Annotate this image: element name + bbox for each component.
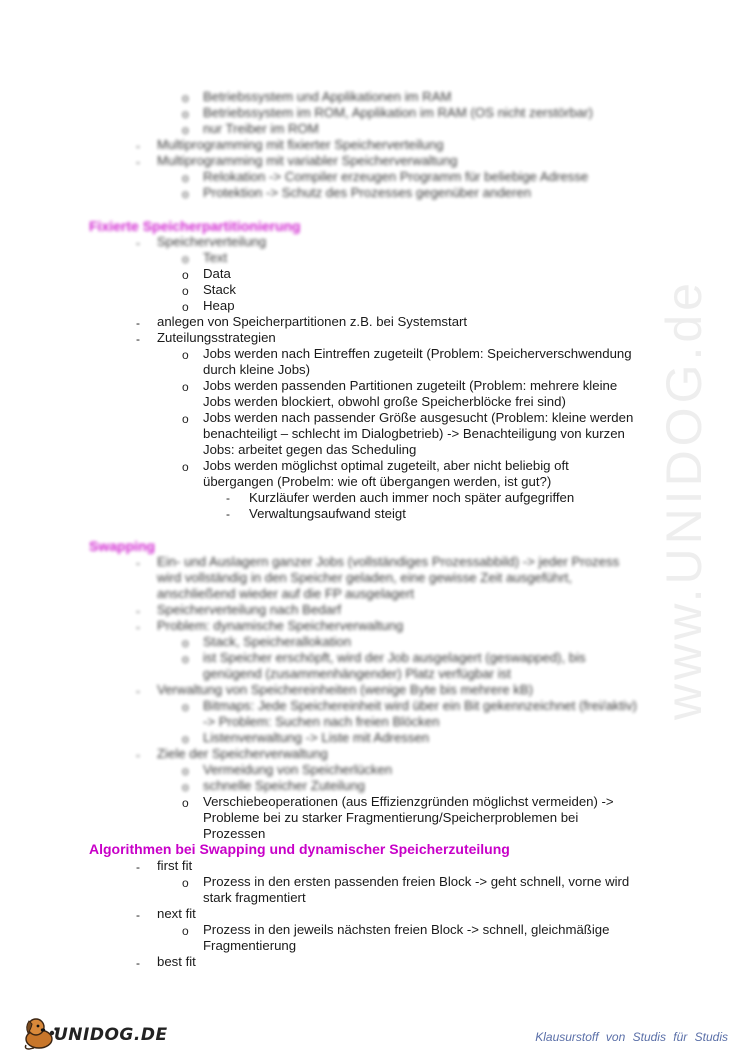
text-line: Betriebssystem im ROM, Applikation im RAM (OS nicht zerstörbar) bbox=[203, 105, 593, 120]
text-line: Betriebssystem und Applikationen im RAM bbox=[203, 89, 452, 104]
text-line: anschließend wieder auf die FP ausgelagert bbox=[157, 586, 415, 601]
text-line: Fragmentierung bbox=[203, 938, 297, 953]
circle-bullet: o bbox=[182, 652, 189, 666]
text-line: Vermeidung von Speicherlücken bbox=[203, 762, 393, 777]
text-line: Verwaltungsaufwand steigt bbox=[249, 506, 406, 521]
text-line: Relokation -> Compiler erzeugen Programm für beliebige Adresse bbox=[203, 169, 589, 184]
text-line: Bitmaps: Jede Speichereinheit wird über ein Bit gekennzeichnet (frei/aktiv) bbox=[203, 698, 637, 713]
text-line: Prozess in den jeweils nächsten freien Block -> schnell, gleichmäßige bbox=[203, 922, 610, 937]
text-line: Speicherverteilung nach Bedarf bbox=[157, 602, 342, 617]
dash-bullet: - bbox=[136, 860, 140, 874]
dash-bullet: - bbox=[136, 908, 140, 922]
text-line: first fit bbox=[157, 858, 193, 873]
text-line: -> Problem: Suchen nach freien Blöcken bbox=[203, 714, 440, 729]
dash-bullet: - bbox=[226, 507, 230, 521]
text-line: wird vollständig in den Speicher geladen, eine gewisse Zeit ausgeführt, bbox=[157, 570, 572, 585]
dash-bullet: - bbox=[136, 556, 140, 570]
circle-bullet: o bbox=[182, 700, 189, 714]
text-line: Ein- und Auslagern ganzer Jobs (vollständiges Prozessabbild) -> jeder Prozess bbox=[157, 554, 620, 569]
text-line: Jobs werden blockiert, obwohl große Speicherblöcke frei sind) bbox=[203, 394, 566, 409]
text-line: next fit bbox=[157, 906, 196, 921]
text-line: best fit bbox=[157, 954, 196, 969]
dash-bullet: - bbox=[136, 316, 140, 330]
text-line: Jobs werden nach Eintreffen zugeteilt (Problem: Speicherverschwendung bbox=[203, 346, 632, 361]
text-line: durch kleine Jobs) bbox=[203, 362, 311, 377]
text-line: Multiprogramming mit variabler Speicherverwaltung bbox=[157, 153, 458, 168]
text-line: nur Treiber im ROM bbox=[203, 121, 319, 136]
text-line: Ziele der Speicherverwaltung bbox=[157, 746, 328, 761]
circle-bullet: o bbox=[182, 123, 189, 137]
text-line: Heap bbox=[203, 298, 235, 313]
section-heading-algorithms: Algorithmen bei Swapping und dynamischer Speicherzuteilung bbox=[89, 841, 510, 857]
text-line: Protektion -> Schutz des Prozesses gegenüber anderen bbox=[203, 185, 532, 200]
circle-bullet: o bbox=[182, 187, 189, 201]
circle-bullet: o bbox=[182, 380, 189, 394]
text-line: Zuteilungsstrategien bbox=[157, 330, 276, 345]
watermark: www.UNIDOG.de bbox=[656, 279, 712, 720]
text-line: stark fragmentiert bbox=[203, 890, 306, 905]
text-line: Jobs werden nach passender Größe ausgesucht (Problem: kleine werden bbox=[203, 410, 634, 425]
dash-bullet: - bbox=[136, 139, 140, 153]
text-line: Listenverwaltung -> Liste mit Adressen bbox=[203, 730, 430, 745]
text-line: Kurzläufer werden auch immer noch später aufgegriffen bbox=[249, 490, 575, 505]
section-heading-swapping: Swapping bbox=[89, 538, 156, 554]
circle-bullet: o bbox=[182, 636, 189, 650]
text-line: Multiprogramming mit fixierter Speicherverteilung bbox=[157, 137, 444, 152]
dash-bullet: - bbox=[226, 491, 230, 505]
circle-bullet: o bbox=[182, 348, 189, 362]
text-line: anlegen von Speicherpartitionen z.B. bei Systemstart bbox=[157, 314, 468, 329]
text-line: genügend (zusammenhängender) Platz verfügbar ist bbox=[203, 666, 511, 681]
unidog-logo[interactable] bbox=[22, 1015, 168, 1051]
dash-bullet: - bbox=[136, 748, 140, 762]
text-line: benachteiligt – schlecht im Dialogbetrieb) -> Benachteiligung von kurzen bbox=[203, 426, 625, 441]
text-line: Probleme bei zu starker Fragmentierung/Speicherproblemen bei bbox=[203, 810, 579, 825]
text-line: Verschiebeoperationen (aus Effizienzgründen möglichst vermeiden) -> bbox=[203, 794, 614, 809]
circle-bullet: o bbox=[182, 91, 189, 105]
section-heading-fixed: Fixierte Speicherpartitionierung bbox=[89, 218, 301, 234]
footer-tagline: Klausurstoff von Studis für Studis bbox=[535, 1030, 728, 1044]
dash-bullet: - bbox=[136, 684, 140, 698]
text-line: ist Speicher erschöpft, wird der Job ausgelagert (geswapped), bis bbox=[203, 650, 586, 665]
text-line: schnelle Speicher Zuteilung bbox=[203, 778, 366, 793]
text-line: Prozessen bbox=[203, 826, 266, 841]
circle-bullet: o bbox=[182, 300, 189, 314]
circle-bullet: o bbox=[182, 252, 189, 266]
text-line: Jobs: arbeitet gegen das Scheduling bbox=[203, 442, 417, 457]
circle-bullet: o bbox=[182, 284, 189, 298]
circle-bullet: o bbox=[182, 171, 189, 185]
text-line: Stack bbox=[203, 282, 236, 297]
circle-bullet: o bbox=[182, 796, 189, 810]
text-line: Data bbox=[203, 266, 231, 281]
text-line: Prozess in den ersten passenden freien Block -> geht schnell, vorne wird bbox=[203, 874, 630, 889]
text-line: Problem: dynamische Speicherverwaltung bbox=[157, 618, 404, 633]
dash-bullet: - bbox=[136, 604, 140, 618]
text-line: Stack, Speicherallokation bbox=[203, 634, 352, 649]
circle-bullet: o bbox=[182, 732, 189, 746]
text-line: Text bbox=[203, 250, 228, 265]
circle-bullet: o bbox=[182, 924, 189, 938]
dash-bullet: - bbox=[136, 620, 140, 634]
dash-bullet: - bbox=[136, 956, 140, 970]
dash-bullet: - bbox=[136, 332, 140, 346]
logo-text: UNIDOG.DE bbox=[54, 1025, 168, 1045]
text-line: Jobs werden möglichst optimal zugeteilt, aber nicht beliebig oft bbox=[203, 458, 569, 473]
circle-bullet: o bbox=[182, 268, 189, 282]
circle-bullet: o bbox=[182, 107, 189, 121]
dash-bullet: - bbox=[136, 236, 140, 250]
text-line: übergangen (Probelm: wie oft übergangen werden, ist gut?) bbox=[203, 474, 552, 489]
circle-bullet: o bbox=[182, 876, 189, 890]
text-line: Verwaltung von Speichereinheiten (wenige Byte bis mehrere kB) bbox=[157, 682, 534, 697]
circle-bullet: o bbox=[182, 412, 189, 426]
dash-bullet: - bbox=[136, 155, 140, 169]
circle-bullet: o bbox=[182, 460, 189, 474]
text-line: Speicherverteilung bbox=[157, 234, 267, 249]
text-line: Jobs werden passenden Partitionen zugeteilt (Problem: mehrere kleine bbox=[203, 378, 618, 393]
circle-bullet: o bbox=[182, 780, 189, 794]
circle-bullet: o bbox=[182, 764, 189, 778]
